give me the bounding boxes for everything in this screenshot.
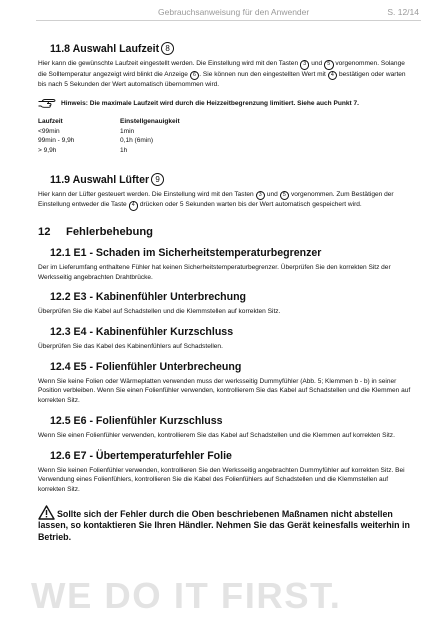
warning-triangle-icon [38,505,55,520]
section-heading: 12.6 E7 - Übertemperaturfehler Folie [50,449,232,462]
circled-number: 3 [256,191,266,201]
section-text: Wenn Sie keinen Folienfühler verwenden, kontrollieren Sie den Werksseitig angebrachten Dummyfühler auf korrekten Sitz. Bei Verwendung eines Folienfühlers, kontrollieren Sie die Kabel des Folienfühlers auf Schadstellen und die Klemmstellen auf korrekten Sitz. [38,466,405,493]
section-text: Wenn Sie keine Folien oder Wärmeplatten verwenden muss der werksseitig Dummyfühler (Abb. 5; Klemmen b - b) in seiner Position verbleiben. Wenn Sie einen Folienfühler verwenden, kontrollierem Sie das Kabel auf Schadstellen und die Klemmen auf korrekten Sitz. [38,377,411,405]
hint-note [38,99,414,108]
circled-number: 5 [324,60,334,70]
error-section [38,326,414,352]
text-run: drücken oder 5 Sekunden warten bis der Wert automatisch gespeichert wird. [139,201,362,209]
section-text [38,190,414,211]
section-text: Überprüfen Sie die Kabel auf Schadstellen und die Klemmstellen auf korrekten Sitz. [38,308,281,316]
table-cell: 99min - 9,9h [38,137,75,145]
section-heading [50,42,414,56]
section-heading: 12.3 E4 - Kabinenfühler Kurzschluss [50,326,234,339]
circled-number: 4 [328,71,338,81]
section-heading: 12.1 E1 - Schaden im Sicherheitstemperaturbegrenzer [50,246,322,259]
circled-number: 3 [300,60,310,70]
section-text: Überprüfen Sie das Kabel des Kabinenfühlers auf Schadstellen. [38,343,223,351]
header-divider [36,20,421,21]
section-11-8 [38,42,414,90]
error-section [38,415,414,441]
warning-note [38,505,414,544]
circled-number: 9 [151,173,164,186]
table-cell: <99min [38,127,60,135]
column-header: Einstellgenauigkeit [120,117,180,125]
section-heading [50,173,414,187]
section-heading: 12.5 E6 - Folienfühler Kurzschluss [50,414,223,427]
brand-slogan: WE DO IT FIRST. [31,575,342,616]
error-section [38,247,414,282]
text-run: . Sie können nun den eingestellten Wert mit [199,70,326,78]
text-run: Hier kann der Lüfter gesteuert werden. Die Einstellung wird mit den Tasten [38,190,254,198]
table-row [38,146,180,155]
text-run: Hier kann die gewünschte Laufzeit eingestellt werden. Die Einstellung wird mit den Tasten [38,60,299,67]
table-cell: > 9,9h [38,146,57,154]
runtime-table [38,118,180,155]
table-row [38,136,180,145]
document-body [38,42,414,543]
heading-text: 11.8 Auswahl Laufzeit [50,43,160,55]
section-text: Der im Lieferumfang enthaltene Fühler hat keinen Sicherheitstemperaturbegrenzer. Überprüfen Sie den korrekten Sitz der Werksseitig angebrachten Drahtbrücke. [38,263,391,281]
text-run: bestätigen oder warten bis nach 5 Sekunden der Wert automatisch übernommen wird. [38,70,406,88]
circled-number: 4 [129,201,139,211]
text-run: und [311,60,323,67]
chapter-number: 12 [38,225,51,238]
warning-text: Sollte sich der Fehler durch die Oben beschriebenen Maßnamen nicht abstellen lassen, so kontaktieren Sie Ihren Händler. Nehmen Sie das Gerät keinesfalls weiterhin in Betrieb. [38,508,410,542]
hint-text: Hinweis: Die maximale Laufzeit wird durch die Heizzeitbegrenzung limitiert. Siehe auch Punkt 7. [61,99,359,107]
section-text [38,59,414,90]
table-cell: 0,1h (6min) [120,137,154,145]
chapter-heading [38,225,414,239]
header-title: Gebrauchsanweisung für den Anwender [158,7,310,17]
heading-text: 11.9 Auswahl Lüfter [50,173,150,186]
section-heading: 12.4 E5 - Folienfühler Unterbrecheung [50,360,242,373]
circled-number: 6 [190,71,200,81]
table-header-row [38,118,180,127]
error-section [38,361,414,406]
page-number: S. 12/14 [387,7,419,17]
pointing-hand-icon [38,99,56,108]
column-header: Laufzeit [38,117,63,125]
text-run: vorgenommen. Zum Bestätigen der Einstellung entweder die Taste [38,190,394,209]
table-cell: 1min [120,127,135,135]
circled-number: 5 [280,191,290,201]
error-section [38,291,414,317]
text-run: vorgenommen. Solange die Solltemperatur angezeigt wird blinkt die Anzeige [38,60,405,78]
text-run: und [266,190,278,198]
circled-number: 8 [161,42,174,55]
table-cell: 1h [120,146,128,154]
section-11-9 [38,173,414,211]
error-section [38,450,414,495]
chapter-title: Fehlerbehebung [66,225,154,238]
table-row [38,127,180,136]
section-text: Wenn Sie einen Folienfühler verwenden, kontrollierem Sie das Kabel auf Schadstellen und die Klemmen auf korrekten Sitz. [38,431,395,439]
section-heading: 12.2 E3 - Kabinenfühler Unterbrechung [50,291,247,304]
